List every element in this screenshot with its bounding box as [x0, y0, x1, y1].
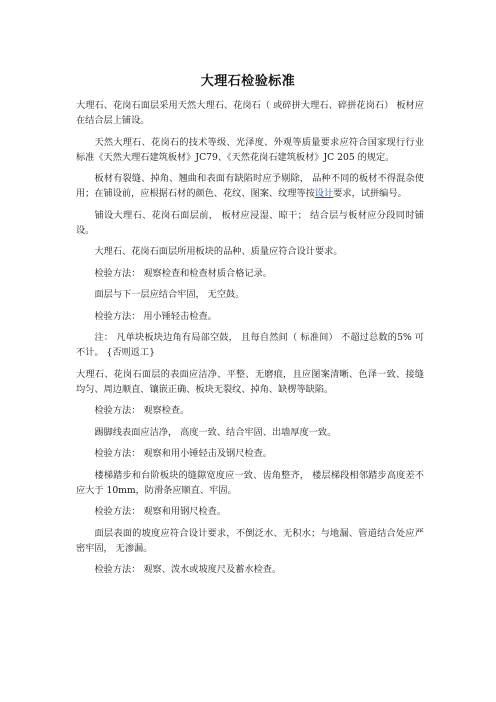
paragraph-3 [76, 171, 424, 201]
paragraph-3-text-before: 板材有裂缝、掉角、翘曲和表面有缺陷时应予剔除， 品种不同的板材不得混杂使用；在铺设前，应根据石材的颜色、花纹、图案、纹理等按 [76, 173, 424, 199]
paragraph-5: 大理石、花岗石面层所用板块的品种、质量应符合设计要求。 [94, 246, 343, 257]
paragraph-1: 大理石、花岗石面层采用天然大理石、花岗石（ 或碎拼大理石、碎拼花岗石） 板材应在结合层上铺设。 [76, 100, 424, 126]
paragraph-10: 大理石、花岗石面层的表面应洁净、平整、无磨痕，且应图案清晰、色泽一致、接缝均匀、周边顺直、镶嵌正确、板块无裂纹、掉角、缺楞等缺陷。 [76, 368, 424, 395]
paragraph-11: 检验方法： 观察检查。 [94, 405, 190, 416]
paragraph-8: 检验方法： 用小锤轻击检查。 [94, 310, 217, 322]
paragraph-4: 铺设大理石、花岗石面层前， 板材应浸湿、晾干； 结合层与板材应分段同时铺设。 [76, 209, 424, 236]
paragraph-7: 面层与下一层应结合牢固， 无空鼓。 [94, 289, 245, 300]
document-body [76, 98, 424, 584]
paragraph-2: 天然大理石、花岗石的技术等级、光泽度、外观等质量要求应符合国家现行行业标准《天然大理石建筑板材》JC79、《天然花岗石建筑板材》JC 205 的规定。 [76, 136, 424, 163]
paragraph-16: 面层表面的坡度应符合设计要求，不倒泛水、无积水；与地漏、管道结合处应严密牢固， 无渗漏。 [76, 527, 424, 554]
paragraph-3-text-after: 要求，试拼编号。 [333, 188, 407, 199]
design-link[interactable]: 设计 [314, 188, 334, 199]
paragraph-17: 检验方法： 观察、泼水或坡度尺及蓄水检查。 [94, 564, 282, 575]
paragraph-15: 检验方法： 观察和用钢尺检查。 [94, 506, 227, 517]
page-title: 大理石检验标准 [200, 74, 296, 89]
paragraph-14: 楼梯踏步和台阶板块的缝隙宽度应一致、齿角整齐， 楼层梯段相邻踏步高度差不应大于 10mm，防滑条应顺直、牢固。 [76, 469, 424, 496]
paragraph-13: 检验方法： 观察和用小锤轻击及钢尺检查。 [94, 448, 272, 459]
paragraph-12: 踢脚线表面应洁净， 高度一致、结合牢固、出墙厚度一致。 [94, 426, 337, 438]
paragraph-6: 检验方法： 观察检查和检查材质合格记录。 [94, 267, 272, 279]
paragraph-9: 注： 凡单块板块边角有局部空鼓， 且每自然间（ 标准间） 不超过总数的5% 可不计。 {否则返工} [76, 332, 424, 358]
